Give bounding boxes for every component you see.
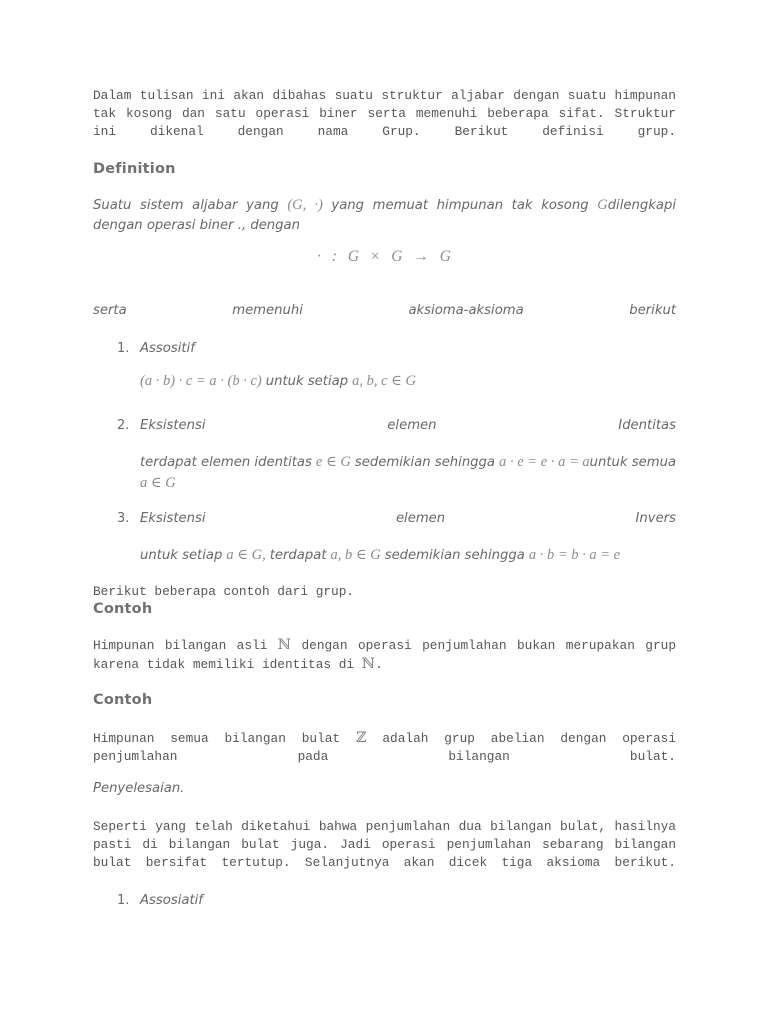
- math-group-pair: (G, ·): [287, 197, 323, 213]
- definition-heading: Definition: [93, 161, 176, 177]
- axiom-label: Eksistensi elemen Invers: [140, 511, 676, 526]
- example-1-paragraph: [93, 636, 676, 674]
- axiom-body-text: untuk setiap: [265, 374, 349, 389]
- axiom-body-text: terdapat: [269, 548, 327, 563]
- solution-paragraph: Seperti yang telah diketahui bahwa penjumlahan dua bilangan bulat, hasilnya pasti di bilangan bulat juga. Jadi operasi penjumlahan sebarang bilangan bulat bersifat tertutup. Selanjutnya akan dicek tiga aksioma berikut.: [93, 819, 676, 870]
- math-set-g: G: [597, 197, 608, 213]
- list-number: 2.: [117, 418, 130, 433]
- solution-axiom-label: Assosiatif: [140, 893, 203, 908]
- axiom-body-text: terdapat elemen identitas: [140, 455, 312, 470]
- example-1-heading: Contoh: [93, 601, 153, 617]
- math-elements-in-g: a, b ∈ G: [330, 547, 381, 563]
- axiom-body-text: untuk setiap: [140, 548, 223, 563]
- axiom-item-associative: [93, 341, 676, 392]
- definition-paragraph: [93, 195, 676, 236]
- intro-paragraph: Dalam tulisan ini akan dibahas suatu struktur aljabar dengan suatu himpunan tak kosong dan satu operasi biner serta memenuhi beberapa sifat. Struktur ini dikenal dengan nama Grup. Berikut definisi grup.: [93, 88, 676, 139]
- math-element-in-g: a ∈ G: [140, 475, 176, 491]
- list-number: 1.: [117, 341, 130, 356]
- definition-text-3: dilengkapi dengan operasi biner ., dengan: [93, 198, 676, 233]
- example-2-heading: Contoh: [93, 692, 153, 708]
- axiom-item-identity: [93, 418, 676, 493]
- math-inverse-equation: a · b = b · a = e: [528, 547, 621, 563]
- example-2-text-1: Himpunan semua bilangan bulat: [93, 731, 341, 746]
- axiom-label: Eksistensi elemen Identitas: [140, 418, 676, 433]
- example-1-text-1: Himpunan bilangan asli: [93, 638, 268, 653]
- math-associativity-equation: (a · b) · c = a · (b · c): [140, 373, 262, 389]
- axiom-body-text: sedemikian sehingga: [354, 455, 496, 470]
- axiom-body-text: sedemikian sehingga: [384, 548, 525, 563]
- example-1-period: .: [375, 657, 383, 672]
- math-integers-symbol: ℤ: [355, 730, 367, 746]
- display-formula-binary-operation: · : G × G → G: [317, 248, 452, 265]
- definition-text-2: yang memuat himpunan tak kosong: [331, 198, 589, 213]
- math-element-in-g: a ∈ G,: [226, 547, 266, 563]
- definition-text-1: Suatu sistem aljabar yang: [93, 198, 279, 213]
- axiom-body: [140, 452, 676, 493]
- axiom-body-text: untuk semua: [589, 455, 677, 470]
- axioms-intro-line: serta memenuhi aksioma-aksioma berikut: [93, 303, 676, 318]
- math-identity-equation: a · e = e · a = a: [499, 454, 590, 470]
- example-2-text-2: adalah grup abelian dengan operasi penjumlahan pada bilangan bulat.: [93, 731, 677, 764]
- math-natural-numbers-symbol: ℕ: [361, 656, 376, 672]
- math-elements-in-g: a, b, c ∈ G: [352, 373, 416, 389]
- solution-label: Penyelesaian.: [93, 781, 185, 796]
- examples-intro-line: Berikut beberapa contoh dari grup.: [93, 584, 355, 599]
- list-number: 3.: [117, 511, 130, 526]
- example-1-text-2: dengan operasi penjumlahan bukan merupakan grup karena tidak memiliki identitas di: [93, 638, 676, 672]
- axiom-label: Assositif: [140, 341, 195, 356]
- solution-axiom-item-associative: [93, 893, 676, 909]
- axiom-item-inverse: [93, 511, 676, 566]
- math-natural-numbers-symbol: ℕ: [277, 637, 292, 653]
- example-2-paragraph: [93, 729, 676, 766]
- math-identity-element: e ∈ G: [315, 454, 351, 470]
- axiom-body: [140, 545, 676, 566]
- axiom-body: [140, 371, 676, 392]
- list-number: 1.: [117, 893, 130, 908]
